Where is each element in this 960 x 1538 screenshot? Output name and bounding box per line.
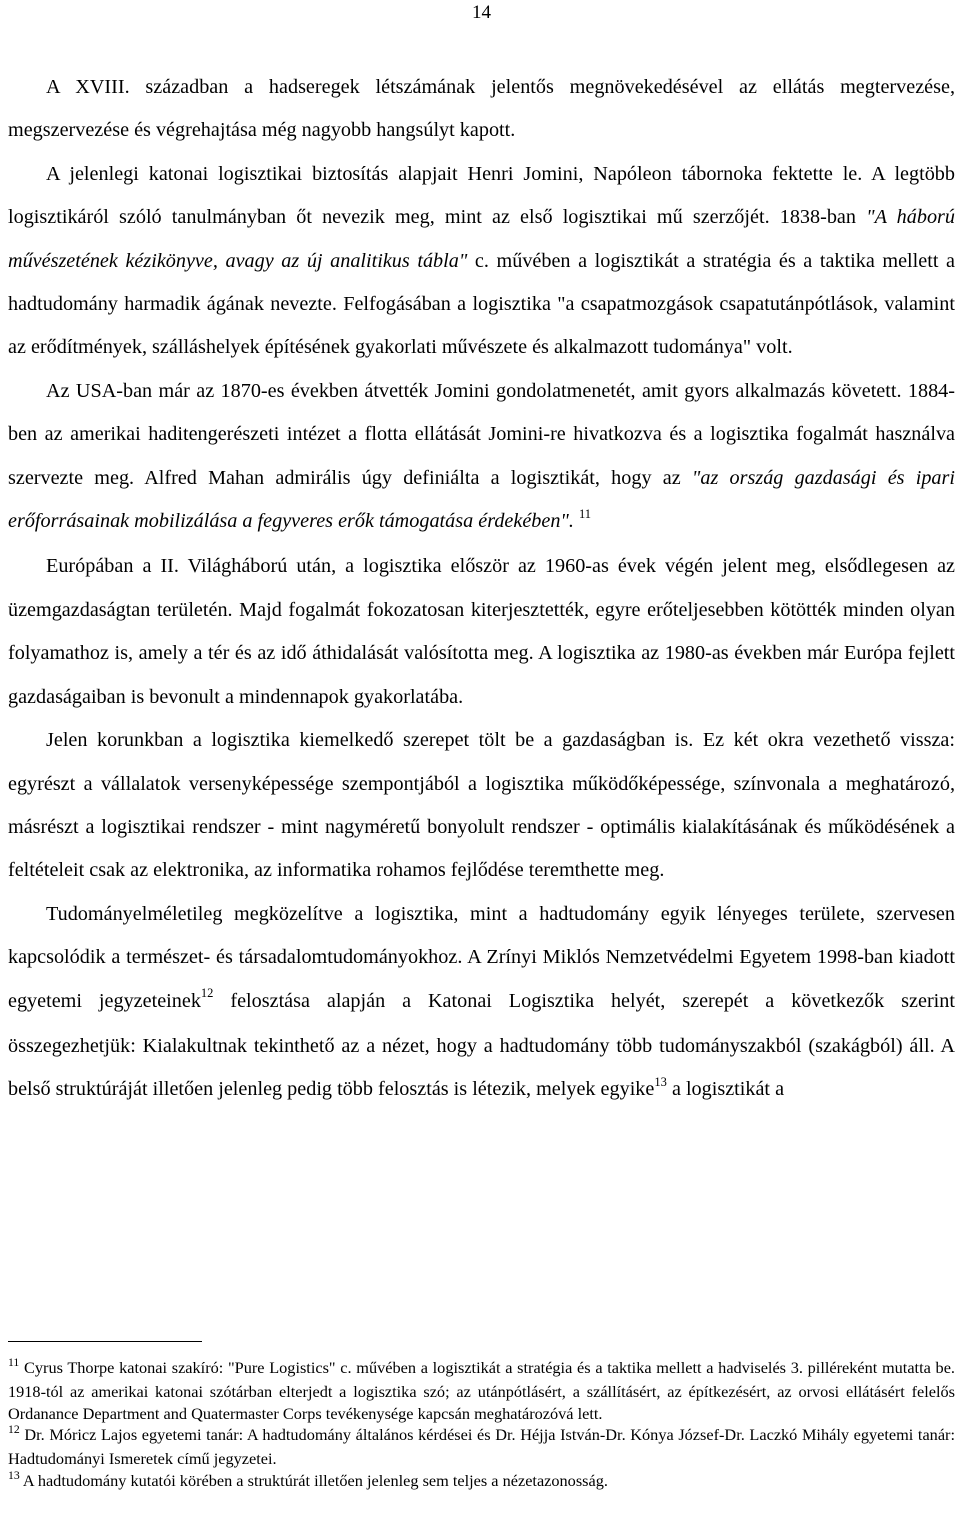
footnote-11 xyxy=(8,1357,955,1424)
footnote-text: A hadtudomány kutatói körében a struktúrát illetően jelenleg sem teljes a nézetazonosság. xyxy=(19,1470,608,1490)
footnote-mark: 11 xyxy=(8,1355,20,1369)
mahan-quote: "az ország gazdasági és ipari erőforrásainak mobilizálása a fegyveres erők támogatása érdekében". xyxy=(8,466,955,533)
footnote-12 xyxy=(8,1424,955,1470)
footnote-mark: 13 xyxy=(8,1468,20,1482)
footnote-ref-11: 11 xyxy=(579,506,592,521)
paragraph-6-text-a: Tudományelméletileg megközelítve a logisztika, mint a hadtudomány egyik lényeges területe, szervesen kapcsolódik a természet- és társadalomtudományokhoz. A Zrínyi Miklós Nemzetvédelmi Egyetem 1998-ban kiadott egyetemi jegyzeteinek xyxy=(8,902,955,1012)
book-title: "A háború művészetének kézikönyve, avagy az új analitikus tábla" xyxy=(8,206,955,272)
main-text xyxy=(8,66,955,1114)
footnote-ref-12: 12 xyxy=(200,986,214,1001)
page-number: 14 xyxy=(472,2,491,23)
paragraph-5: Jelen korunkban a logisztika kiemelkedő szerepet tölt be a gazdaságban is. Ez két okra vezethető vissza: egyrészt a vállalatok versenyképessége szempontjából a logisztika működőképessége, színvonala a meghatározó, másrészt a logisztikai rendszer - mint nagyméretű bonyolult rendszer - optimális kialakításának és működésének a feltételeit csak az elektronika, az informatika rohamos fejlődése teremthette meg. xyxy=(8,729,955,882)
paragraph-6-text-b: felosztása alapján a Katonai Logisztika helyét, szerepét a következők szerint összegezhetjük: Kialakultnak tekinthető az a nézet, hogy a hadtudomány több tudományszakból (szakágból) áll. A belső struktúráját illetően jelenleg pedig több felosztás is létezik, melyek egyike xyxy=(8,989,955,1101)
footnote-text: Cyrus Thorpe katonai szakíró: "Pure Logistics" c. művében a logisztikát a stratégia és a taktika mellett a hadviselés 3. pilléreként mutatta be. 1918-tól az amerikai katonai szótárban elterjedt a logisztika szó; az utánpótlásért, a szállításért, az építkezésért, az orvosi ellátásért felelős Ordanance Department and Quatermaster Corps tevékenysége kapcsán meghatározóvá lett. xyxy=(8,1358,955,1423)
paragraph-2-text-b: c. művében a logisztikát a stratégia és a taktika mellett a hadtudomány harmadik ágának nevezte. Felfogásában a logisztika "a csapatmozgások csapatutánpótlások, valamint az erődítmények, szálláshelyek építésének gyakorlati művészete és alkalmazott tudománya" volt. xyxy=(8,249,955,359)
footnote-mark: 12 xyxy=(8,1423,20,1437)
footnote-ref-13: 13 xyxy=(654,1074,667,1089)
paragraph-3 xyxy=(8,370,955,546)
paragraph-4: Európában a II. Világháború után, a logisztika először az 1960-as évek végén jelent meg, elsődlegesen az üzemgazdaságtan területén. Majd fogalmát fokozatosan kiterjesztették, egyre erőteljesebben kötötték minden olyan folyamathoz is, amely a tér és az idő áthidalását valósította meg. A logisztika az 1980-as években már Európa fejlett gazdaságaiban is bevonult a mindennapok gyakorlatába. xyxy=(8,555,955,708)
paragraph-2 xyxy=(8,153,955,370)
footnote-13 xyxy=(8,1470,955,1494)
footnotes xyxy=(8,1357,955,1494)
paragraph-3-text: Az USA-ban már az 1870-es években átvették Jomini gondolatmenetét, amit gyors alkalmazás követett. 1884-ben az amerikai haditengerészeti intézet a flotta ellátását Jomini-re hivatkozva és a logisztika fogalmát használva szervezte meg. Alfred Mahan admirális úgy definiálta a logisztikát, hogy az xyxy=(8,379,955,489)
footnote-separator xyxy=(8,1341,202,1342)
paragraph-6-text-c: a logisztikát a xyxy=(666,1078,785,1101)
footnote-text: Dr. Móricz Lajos egyetemi tanár: A hadtudomány általános kérdései és Dr. Héjja István-Dr. Kónya József-Dr. Laczkó Mihály egyetemi tanár: Hadtudományi Ismeretek című jegyzetei. xyxy=(8,1425,955,1469)
paragraph-2-text-a: A jelenlegi katonai logisztikai biztosítás alapjait Henri Jomini, Napóleon tábornoka fektette le. A legtöbb logisztikáról szóló tanulmányban őt nevezik meg, mint az első logisztikai mű szerzőjét. 1838-ban xyxy=(8,162,955,229)
paragraph-1: A XVIII. században a hadseregek létszámának jelentős megnövekedésével az ellátás megtervezése, megszervezése és végrehajtása még nagyobb hangsúlyt kapott. xyxy=(8,76,955,142)
paragraph-6 xyxy=(8,893,955,1114)
